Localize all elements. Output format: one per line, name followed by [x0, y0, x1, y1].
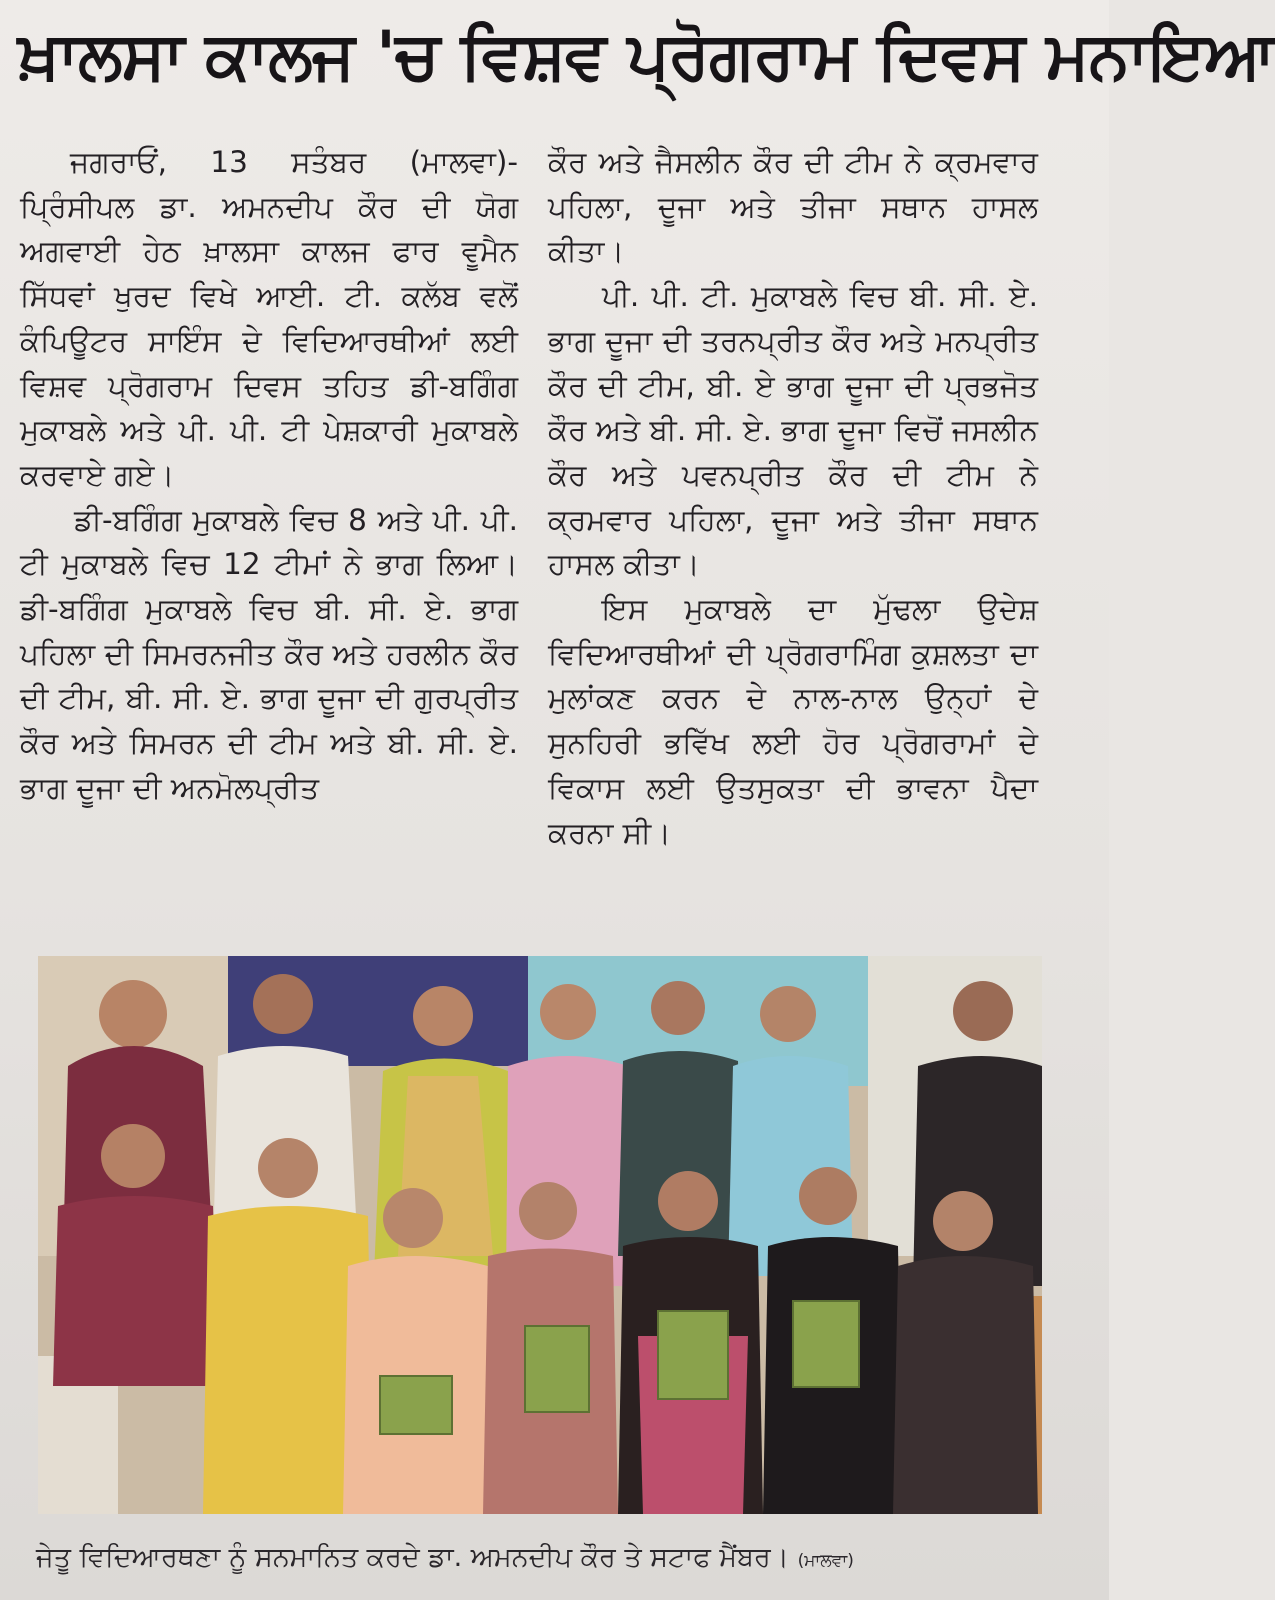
article-paragraph: ਇਸ ਮੁਕਾਬਲੇ ਦਾ ਮੁੱਢਲਾ ਉਦੇਸ਼ ਵਿਦਿਆਰਥੀਆਂ ਦੀ ਪ੍ਰੋਗਰਾਮਿੰਗ ਕੁਸ਼ਲਤਾ ਦਾ ਮੁਲਾਂਕਣ ਕਰਨ ਦੇ ਨਾਲ-ਨਾਲ ਉਨ੍ਹਾਂ ਦੇ ਸੁਨਹਿਰੀ ਭਵਿੱਖ ਲਈ ਹੋਰ ਪ੍ਰੋਗਰਾਮਾਂ ਦੇ ਵਿਕਾਸ ਲਈ ਉਤਸੁਕਤਾ ਦੀ ਭਾਵਨਾ ਪੈਦਾ ਕਰਨਾ ਸੀ। — [548, 592, 1038, 850]
photo-caption-text: ਜੇਤੂ ਵਿਦਿਆਰਥਣਾ ਨੂੰ ਸਨਮਾਨਿਤ ਕਰਦੇ ਡਾ. ਅਮਨਦੀਪ ਕੌਰ ਤੇ ਸਟਾਫ ਮੈਂਬਰ। — [36, 1542, 789, 1573]
article-column-left — [20, 140, 518, 940]
group-photo-illustration — [38, 956, 1042, 1514]
article-paragraph: ਪੀ. ਪੀ. ਟੀ. ਮੁਕਾਬਲੇ ਵਿਚ ਬੀ. ਸੀ. ਏ. ਭਾਗ ਦੂਜਾ ਦੀ ਤਰਨਪ੍ਰੀਤ ਕੌਰ ਅਤੇ ਮਨਪ੍ਰੀਤ ਕੌਰ ਦੀ ਟੀਮ, ਬੀ. ਏ ਭਾਗ ਦੂਜਾ ਦੀ ਪ੍ਰਭਜੋਤ ਕੌਰ ਅਤੇ ਬੀ. ਸੀ. ਏ. ਭਾਗ ਦੂਜਾ ਵਿਚੋਂ ਜਸਲੀਨ ਕੌਰ ਅਤੇ ਪਵਨਪ੍ਰੀਤ ਕੌਰ ਦੀ ਟੀਮ ਨੇ ਕ੍ਰਮਵਾਰ ਪਹਿਲਾ, ਦੂਜਾ ਅਤੇ ਤੀਜਾ ਸਥਾਨ ਹਾਸਲ ਕੀਤਾ। — [548, 279, 1038, 582]
photo-caption — [36, 1536, 1096, 1580]
headline: ਖ਼ਾਲਸਾ ਕਾਲਜ 'ਚ ਵਿਸ਼ਵ ਪ੍ਰੋਗਰਾਮ ਦਿਵਸ ਮਨਾਇਆ — [18, 17, 1275, 94]
article-column-right — [548, 140, 1038, 940]
group-photo — [38, 956, 1042, 1514]
article-paragraph: ਡੀ-ਬਗਿੰਗ ਮੁਕਾਬਲੇ ਵਿਚ 8 ਅਤੇ ਪੀ. ਪੀ. ਟੀ ਮੁਕਾਬਲੇ ਵਿਚ 12 ਟੀਮਾਂ ਨੇ ਭਾਗ ਲਿਆ। ਡੀ-ਬਗਿੰਗ ਮੁਕਾਬਲੇ ਵਿਚ ਬੀ. ਸੀ. ਏ. ਭਾਗ ਪਹਿਲਾ ਦੀ ਸਿਮਰਨਜੀਤ ਕੌਰ ਅਤੇ ਹਰਲੀਨ ਕੌਰ ਦੀ ਟੀਮ, ਬੀ. ਸੀ. ਏ. ਭਾਗ ਦੂਜਾ ਦੀ ਗੁਰਪ੍ਰੀਤ ਕੌਰ ਅਤੇ ਸਿਮਰਨ ਦੀ ਟੀਮ ਅਤੇ ਬੀ. ਸੀ. ਏ. ਭਾਗ ਦੂਜਾ ਦੀ ਅਨਮੋਲਪ੍ਰੀਤ — [20, 502, 518, 805]
article-paragraph: ਜਗਰਾਓਂ, 13 ਸਤੰਬਰ (ਮਾਲਵਾ)-ਪ੍ਰਿੰਸੀਪਲ ਡਾ. ਅਮਨਦੀਪ ਕੌਰ ਦੀ ਯੋਗ ਅਗਵਾਈ ਹੇਠ ਖ਼ਾਲਸਾ ਕਾਲਜ ਫਾਰ ਵੂਮੈਨ ਸਿੱਧਵਾਂ ਖੁਰਦ ਵਿਖੇ ਆਈ. ਟੀ. ਕਲੱਬ ਵਲੋਂ ਕੰਪਿਊਟਰ ਸਾਇੰਸ ਦੇ ਵਿਦਿਆਰਥੀਆਂ ਲਈ ਵਿਸ਼ਵ ਪ੍ਰੋਗਰਾਮ ਦਿਵਸ ਤਹਿਤ ਡੀ-ਬਗਿੰਗ ਮੁਕਾਬਲੇ ਅਤੇ ਪੀ. ਪੀ. ਟੀ ਪੇਸ਼ਕਾਰੀ ਮੁਕਾਬਲੇ ਕਰਵਾਏ ਗਏ। — [20, 145, 518, 492]
article-paragraph: ਕੌਰ ਅਤੇ ਜੈਸਲੀਨ ਕੌਰ ਦੀ ਟੀਮ ਨੇ ਕ੍ਰਮਵਾਰ ਪਹਿਲਾ, ਦੂਜਾ ਅਤੇ ਤੀਜਾ ਸਥਾਨ ਹਾਸਲ ਕੀਤਾ। — [548, 145, 1038, 269]
photo-credit: (ਮਾਲਵਾ) — [797, 1551, 854, 1571]
